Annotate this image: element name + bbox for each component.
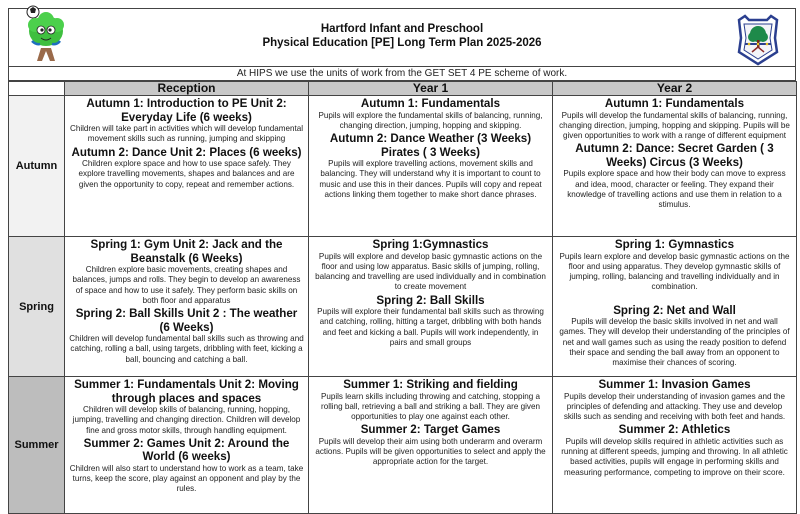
table-row-spring [9,237,797,377]
unit-title: Spring 2: Net and Wall [613,303,736,317]
table-row-summer [9,377,797,514]
unit-title: Autumn 1: Fundamentals [360,97,501,110]
unit-title: Summer 1: Invasion Games [598,378,751,391]
document-title [9,22,795,50]
season-label-summer: Summer [9,377,65,514]
unit-description: Children will take part in activities which will develop fundamental movement skills such as running, jumping and skipping [69,124,304,144]
unit-title: Autumn 1: Fundamentals [604,97,745,110]
spacer [553,293,796,303]
unit-title: Summer 1: Fundamentals Unit 2: Moving through places and spaces [74,378,299,405]
unit-title: Autumn 2: Dance Weather (3 Weeks) Pirates ( 3 Weeks) [329,132,532,159]
unit-description: Pupils explore space and how their body can move to express and idea, mood, character or feeling. They expand their knowledge of travelling actions and use them in relation to a stimulus. [563,169,786,210]
unit-title: Autumn 2: Dance Unit 2: Places (6 weeks) [71,145,302,159]
cell-spring-reception [65,237,309,377]
unit-description: Pupils will explore and develop basic gymnastic actions on the floor and using low apparatus. Basic skills of jumping, rolling, balancing and travelling are used individually and in combination to create movement [315,251,546,292]
cell-summer-year-2 [553,377,797,514]
school-crest-icon [735,12,781,66]
cell-autumn-reception [65,96,309,237]
plan-title: Physical Education [PE] Long Term Plan 2025-2026 [262,37,542,49]
document-header [8,8,796,67]
unit-title: Spring 2: Ball Skills Unit 2 : The weather (6 Weeks) [75,307,298,334]
unit-description: Pupils develop their understanding of invasion games and the principles of defending and attacking. They use and develop skills such as sending and receiving with both feet and hands. [563,391,786,422]
cell-spring-year-1 [309,237,553,377]
unit-description: Children will develop fundamental ball skills such as throwing and catching, rolling a ball, using targets, dribbling with feet, kicking a ball, bouncing and catching a ball. [69,334,304,364]
unit-description: Pupils learn skills including throwing and catching, stopping a rolling ball, retrieving a ball and striking a ball. They are given opportunities to play one against each other. [320,391,541,422]
unit-title: Spring 1: Gymnastics [614,238,735,251]
season-label-spring: Spring [9,237,65,377]
cell-spring-year-2 [553,237,797,377]
unit-description: Pupils will develop the basic skills involved in net and wall games. They will develop their understanding of the principles of net and wall games such as using the ready position to defend their space and sending the ball away from an opponent to maximise their chances of scoring. [559,317,790,368]
unit-description: Pupils will explore their fundamental ball skills such as throwing and catching, rolling, hitting a target, dribbling with both hands and feet and kicking a ball. Pupils will work independently, in pairs and small groups [317,307,544,348]
unit-description: Children explore basic movements, creating shapes and balances, jumps and rolls. They begin to develop an awareness of space and how to use it safely. They perform basic skills on both floor and apparatus [72,265,301,305]
scheme-intro-text: At HIPS we use the units of work from the GET SET 4 PE scheme of work. [8,67,796,81]
table-row-autumn [9,96,797,237]
column-header-year-2: Year 2 [553,82,797,96]
season-label-autumn: Autumn [9,96,65,237]
unit-title: Summer 2: Athletics [618,423,731,437]
unit-title: Summer 2: Target Games [360,423,501,437]
long-term-plan-document [8,8,796,514]
column-header-reception: Reception [65,82,309,96]
unit-description: Children will develop skills of balancing, running, hopping, jumping, travelling and changing direction. Children will develop fine and gross motor skills, through handling equipment. [72,405,301,435]
unit-description: Children explore space and how to use space safely. They explore travelling movements, shapes and balances and are given the opportunity to copy, repeat and remember actions. [78,159,295,189]
column-header-row [9,82,797,96]
long-term-plan-table [8,81,797,514]
unit-title: Summer 2: Games Unit 2: Around the World (6 weeks) [83,436,290,464]
unit-description: Children will also start to understand how to work as a team, take turns, keep the score, play against an opponent and play by the rules. [69,463,304,494]
unit-description: Pupils will explore the fundamental skills of balancing, running, changing direction, jumping, hopping and skipping. [318,110,543,130]
unit-description: Pupils will develop the fundamental skills of balancing, running, changing direction, jumping, hopping and skipping. Pupils will be given opportunities to work with a range of different equipment [559,110,790,141]
unit-title: Spring 1:Gymnastics [372,238,489,251]
school-name: Hartford Infant and Preschool [320,23,484,35]
cell-autumn-year-2 [553,96,797,237]
unit-description: Pupils will develop their aim using both underarm and overarm actions. Pupils will be given opportunities to select and apply the appropriate action for the target. [315,436,546,467]
unit-title: Autumn 1: Introduction to PE Unit 2: Everyday Life (6 weeks) [86,97,287,124]
unit-description: Pupils will develop skills required in athletic activities such as running at different speeds, jumping and throwing. In all athletic based activities, pupils will engage in performing skills and measuring performance, competing to improve on their score. [561,436,788,477]
unit-description: Pupils learn explore and develop basic gymnastic actions on the floor and using apparatus. They develop gymnastic skills of jumping, rolling, balancing and travelling individually and in combination. [559,251,790,292]
unit-title: Autumn 2: Dance: Secret Garden ( 3 Weeks) Circus (3 Weeks) [575,142,774,169]
unit-description: Pupils will explore travelling actions, movement skills and balancing. They will understand why it is important to count to music and use this in their dances. Pupils will copy and repeat actions linking them together to make short dance phrases. [319,159,542,199]
cell-summer-reception [65,377,309,514]
corner-cell [9,82,65,96]
unit-title: Spring 1: Gym Unit 2: Jack and the Beanstalk (6 Weeks) [90,238,283,265]
column-header-year-1: Year 1 [309,82,553,96]
cell-autumn-year-1 [309,96,553,237]
cell-summer-year-1 [309,377,553,514]
unit-title: Spring 2: Ball Skills [376,293,485,307]
unit-title: Summer 1: Striking and fielding [343,378,518,391]
